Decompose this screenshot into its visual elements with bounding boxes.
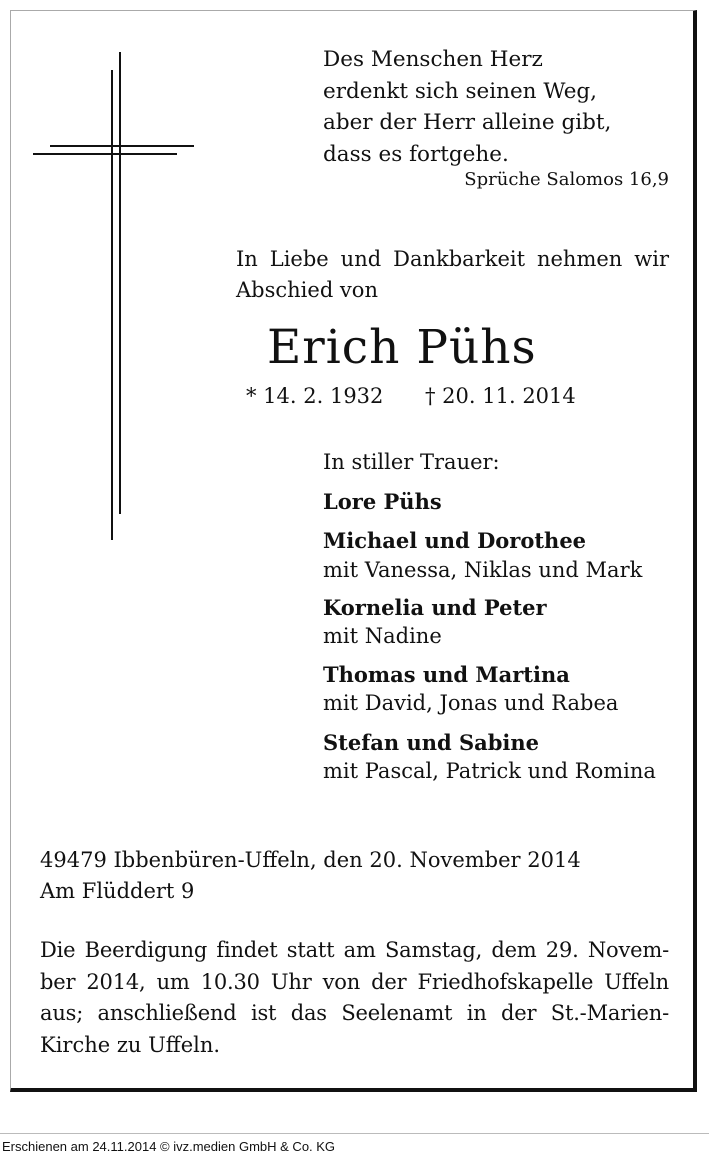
mourner-with: mit David, Jonas und Rabea bbox=[323, 691, 619, 715]
death-date: † 20. 11. 2014 bbox=[425, 384, 576, 408]
funeral-info bbox=[40, 935, 669, 1061]
funeral-line: Die Beerdigung findet statt am Samstag, dem 29. Novem- bbox=[40, 938, 669, 962]
address bbox=[40, 845, 581, 907]
intro-text bbox=[236, 244, 669, 306]
intro-word: Dankbarkeit bbox=[393, 247, 526, 271]
verse-line: dass es fortgehe. bbox=[323, 141, 509, 167]
verse-line: Des Menschen Herz bbox=[323, 47, 543, 72]
verse-source: Sprüche Salomos 16,9 bbox=[464, 169, 669, 190]
intro-line: Abschied von bbox=[236, 278, 378, 302]
intro-word: Liebe bbox=[269, 247, 329, 271]
publication-footer: Erschienen am 24.11.2014 © ivz.medien GmbH & Co. KG bbox=[2, 1139, 336, 1154]
mourner-with: mit Vanessa, Niklas und Mark bbox=[323, 558, 643, 582]
funeral-line: aus; anschließend ist das Seelenamt in der St.-Marien- bbox=[40, 1001, 669, 1025]
verse-line: erdenkt sich seinen Weg, bbox=[323, 78, 598, 104]
funeral-line: ber 2014, um 10.30 Uhr von der Friedhofskapelle Uffeln bbox=[40, 969, 669, 994]
address-line: Am Flüddert 9 bbox=[40, 879, 195, 903]
mourner-names: Stefan und Sabine bbox=[323, 730, 540, 755]
mourner-with: mit Pascal, Patrick und Romina bbox=[323, 759, 656, 783]
verse-line: aber der Herr alleine gibt, bbox=[323, 110, 612, 135]
intro-word: und bbox=[340, 247, 382, 271]
mourner-names: Kornelia und Peter bbox=[323, 595, 547, 620]
funeral-line: Kirche zu Uffeln. bbox=[40, 1032, 221, 1057]
intro-word: wir bbox=[634, 247, 669, 271]
mourner-with: mit Nadine bbox=[323, 624, 442, 648]
address-line: 49479 Ibbenbüren-Uffeln, den 20. November 2014 bbox=[40, 848, 581, 872]
mourner-names: Thomas und Martina bbox=[323, 662, 570, 687]
bible-verse bbox=[323, 44, 611, 170]
deceased-name: Erich Pühs bbox=[267, 320, 537, 375]
intro-word: In bbox=[236, 247, 258, 271]
mourner-names: Lore Pühs bbox=[323, 489, 442, 514]
intro-word: nehmen bbox=[536, 247, 623, 271]
mourners-heading: In stiller Trauer: bbox=[323, 450, 500, 474]
divider bbox=[0, 1133, 709, 1134]
mourner-names: Michael und Dorothee bbox=[323, 528, 587, 553]
birth-date: * 14. 2. 1932 bbox=[246, 384, 384, 408]
mourners-list bbox=[323, 447, 656, 785]
